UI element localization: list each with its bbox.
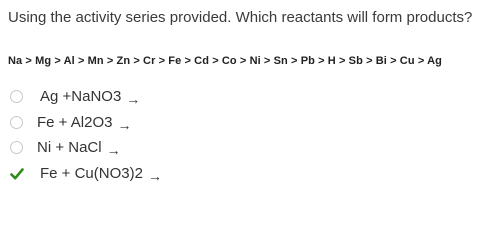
arrow-icon: → [117,117,132,133]
choice-label: Fe + Al2O3 → [37,114,132,133]
arrow-icon: → [126,91,141,107]
radio-button[interactable] [10,141,24,155]
answer-choice-3[interactable] [0,137,300,159]
checkmark-icon[interactable] [10,167,24,181]
choice-label: Ag +NaNO3 → [40,88,141,107]
answer-choice-4[interactable] [0,163,300,185]
choice-label: Fe + Cu(NO3)2 → [40,165,162,184]
answer-choice-2[interactable] [0,112,300,134]
radio-button[interactable] [10,116,24,130]
choice-label: Ni + NaCl → [37,139,121,158]
arrow-icon: → [147,168,162,184]
activity-series: Na > Mg > Al > Mn > Zn > Cr > Fe > Cd > Co > Ni > Sn > Pb > H > Sb > Bi > Cu > Ag [8,55,442,67]
radio-button[interactable] [10,90,24,104]
answer-choice-1[interactable] [0,86,300,108]
question-text: Using the activity series provided. Which reactants will form products? [8,9,473,26]
arrow-icon: → [106,142,121,158]
